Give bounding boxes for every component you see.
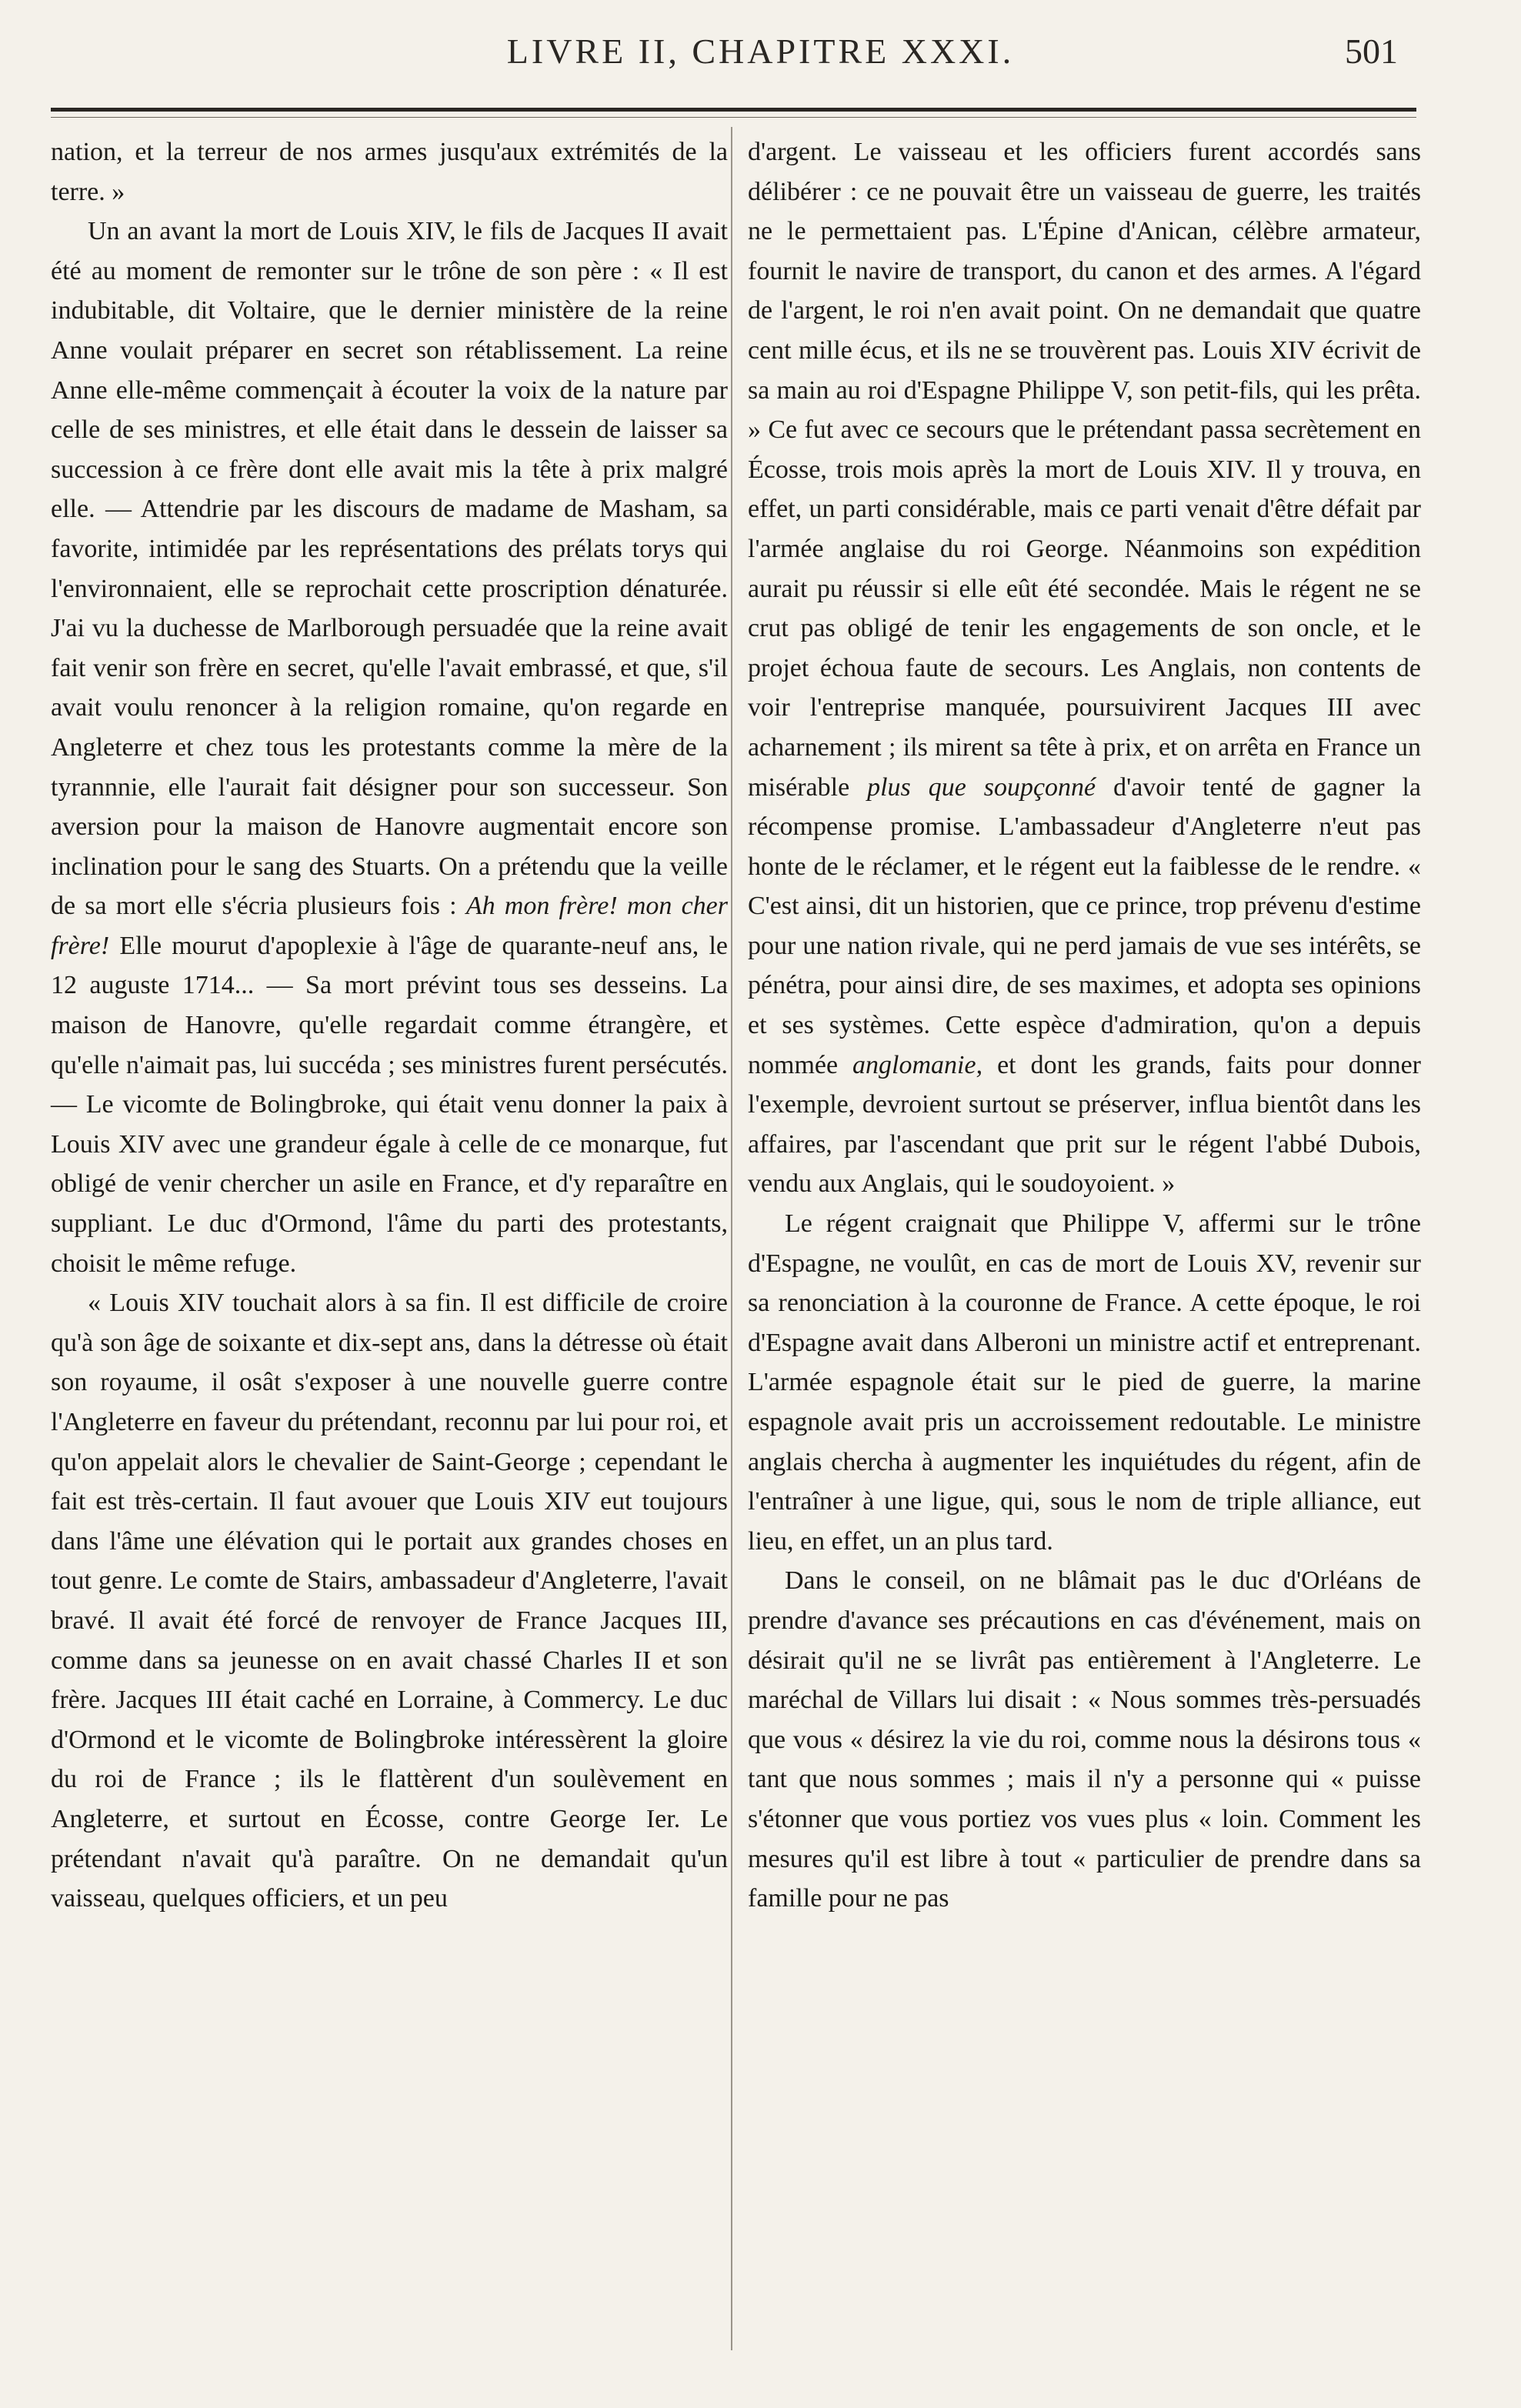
paragraph: Dans le conseil, on ne blâmait pas le duc d'Orléans de prendre d'avance ses précautions en cas d'événement, mais on désirait qu'il ne se livrât pas entièrement à l'Angleterre. Le maréchal de Villars lui disait : « Nous sommes très-persuadés que vous « désirez la vie du roi, comme nous la désirons tous « tant que nous sommes ; mais il n'y a personne qui « puisse s'étonner que vous portiez vos vues plus « loin. Comment les mesures qu'il est libre à tout « particulier de prendre dans sa famille pour ne pas (748, 1566, 1421, 1913)
running-title: LIVRE II, CHAPITRE XXXI. (506, 32, 1015, 71)
italic-phrase: plus que soupçonné (867, 772, 1096, 802)
running-header (0, 31, 1521, 92)
italic-phrase: anglomanie, (852, 1050, 983, 1079)
header-rule (51, 108, 1416, 112)
left-column (51, 132, 728, 1919)
italic-phrase: Ah mon frère! mon cher frère! (51, 892, 728, 960)
page-number: 501 (1345, 32, 1398, 71)
paragraph: d'argent. Le vaisseau et les officiers furent accordés sans délibérer : ce ne pouvait être un vaisseau de guerre, les traités ne le permettaient pas. L'Épine d'Anican, célèbre armateur, fournit le navire de transport, du canon et des armes. A l'égard de l'argent, le roi n'en avait point. On ne demandait que quatre cent mille écus, et ils ne se trouvèrent pas. Louis XIV écrivit de sa main au roi d'Espagne Philippe V, son petit-fils, qui les prêta. » Ce fut avec ce secours que le prétendant passa secrètement en Écosse, trois mois après la mort de Louis XIV. Il y trouva, en effet, un parti considérable, mais ce parti venait d'être défait par l'armée anglaise du roi George. Néanmoins son expédition aurait pu réussir si elle eût été secondée. Mais le régent ne se crut pas obligé de tenir les engagements de son oncle, et le projet échoua faute de secours. Les Anglais, non contents de voir l'entreprise manquée, poursuivirent Jacques III avec acharnement ; ils mirent sa tête à prix, et on arrêta en France un misérable plus que soupçonné d'avoir tenté de gagner la récompense promise. L'ambassadeur d'Angleterre n'eut pas honte de le réclamer, et le régent eut la faiblesse de le rendre. « C'est ainsi, dit un historien, que ce prince, trop prévenu d'estime pour une nation rivale, qui ne perd jamais de vue ses intérêts, se pénétra, pour ainsi dire, de ses maximes, et adopta ses opinions et ses systèmes. Cette espèce d'admiration, qu'on a depuis nommée anglomanie, et dont les grands, faits pour donner l'exemple, devroient surtout se préserver, influa bientôt dans les affaires, par l'ascendant que prit sur le régent l'abbé Dubois, vendu aux Anglais, qui le soudoyoient. » (748, 138, 1422, 1199)
paragraph: Un an avant la mort de Louis XIV, le fils de Jacques II avait été au moment de remonter sur le trône de son père : « Il est indubitable, dit Voltaire, que le dernier ministère de la reine Anne voulait préparer en secret son rétablissement. La reine Anne elle-même commençait à écouter la voix de la nature par celle de ses ministres, et elle était dans le dessein de laisser sa succession à ce frère dont elle avait mis la tête à prix malgré elle. — Attendrie par les discours de madame de Masham, sa favorite, intimidée par les représentations des prélats torys qui l'environnaient, elle se reprochait cette proscription dénaturée. J'ai vu la duchesse de Marlborough persuadée que la reine avait fait venir son frère en secret, qu'elle l'avait embrassé, et que, s'il avait voulu renoncer à la religion romaine, qu'on regarde en Angleterre et chez tous les protestants comme la mère de la tyrannnie, elle l'aurait fait désigner pour son successeur. Son aversion pour la maison de Hanovre augmentait encore son inclination pour le sang des Stuarts. On a prétendu que la veille de sa mort elle s'écria plusieurs fois : Ah mon frère! mon cher frère! Elle mourut d'apoplexie à l'âge de quarante-neuf ans, le 12 auguste 1714... — Sa mort prévint tous ses desseins. La maison de Hanovre, qu'elle regardait comme étrangère, et qu'elle n'aimait pas, lui succéda ; ses ministres furent persécutés. — Le vicomte de Bolingbroke, qui était venu donner la paix à Louis XIV avec une grandeur égale à celle de ce monarque, fut obligé de venir chercher un asile en France, et d'y reparaître en suppliant. Le duc d'Ormond, l'âme du parti des protestants, choisit le même refuge. (51, 217, 728, 1278)
paragraph: « Louis XIV touchait alors à sa fin. Il est difficile de croire qu'à son âge de soixante et dix-sept ans, dans la détresse où était son royaume, il osât s'exposer à une nouvelle guerre contre l'Angleterre en faveur du prétendant, reconnu par lui pour roi, et qu'on appelait alors le chevalier de Saint-George ; cependant le fait est très-certain. Il faut avouer que Louis XIV eut toujours dans l'âme une élévation qui le portait aux grandes choses en tout genre. Le comte de Stairs, ambassadeur d'Angleterre, l'avait bravé. Il avait été forcé de renvoyer de France Jacques III, comme dans sa jeunesse on en avait chassé Charles II et son frère. Jacques III était caché en Lorraine, à Commercy. Le duc d'Ormond et le vicomte de Bolingbroke intéressèrent la gloire du roi de France ; ils le flattèrent d'un soulèvement en Angleterre, et surtout en Écosse, contre George Ier. Le prétendant n'avait qu'à paraître. On ne demandait qu'un vaisseau, quelques officiers, et un peu (51, 1289, 728, 1913)
header-rule-thin (51, 117, 1416, 118)
paragraph: Le régent craignait que Philippe V, affermi sur le trône d'Espagne, ne voulût, en cas de mort de Louis XV, revenir sur sa renonciation à la couronne de France. A cette époque, le roi d'Espagne avait dans Alberoni un ministre actif et entreprenant. L'armée espagnole était sur le pied de guerre, la marine espagnole avait pris un accroissement redoutable. Le ministre anglais chercha à augmenter les inquiétudes du régent, afin de l'entraîner à une ligue, qui, sous le nom de triple alliance, eut lieu, en effet, un an plus tard. (748, 1209, 1421, 1556)
right-column (748, 132, 1421, 1919)
column-separator (731, 127, 732, 2350)
paragraph: nation, et la terreur de nos armes jusqu'aux extrémités de la terre. » (51, 138, 728, 206)
